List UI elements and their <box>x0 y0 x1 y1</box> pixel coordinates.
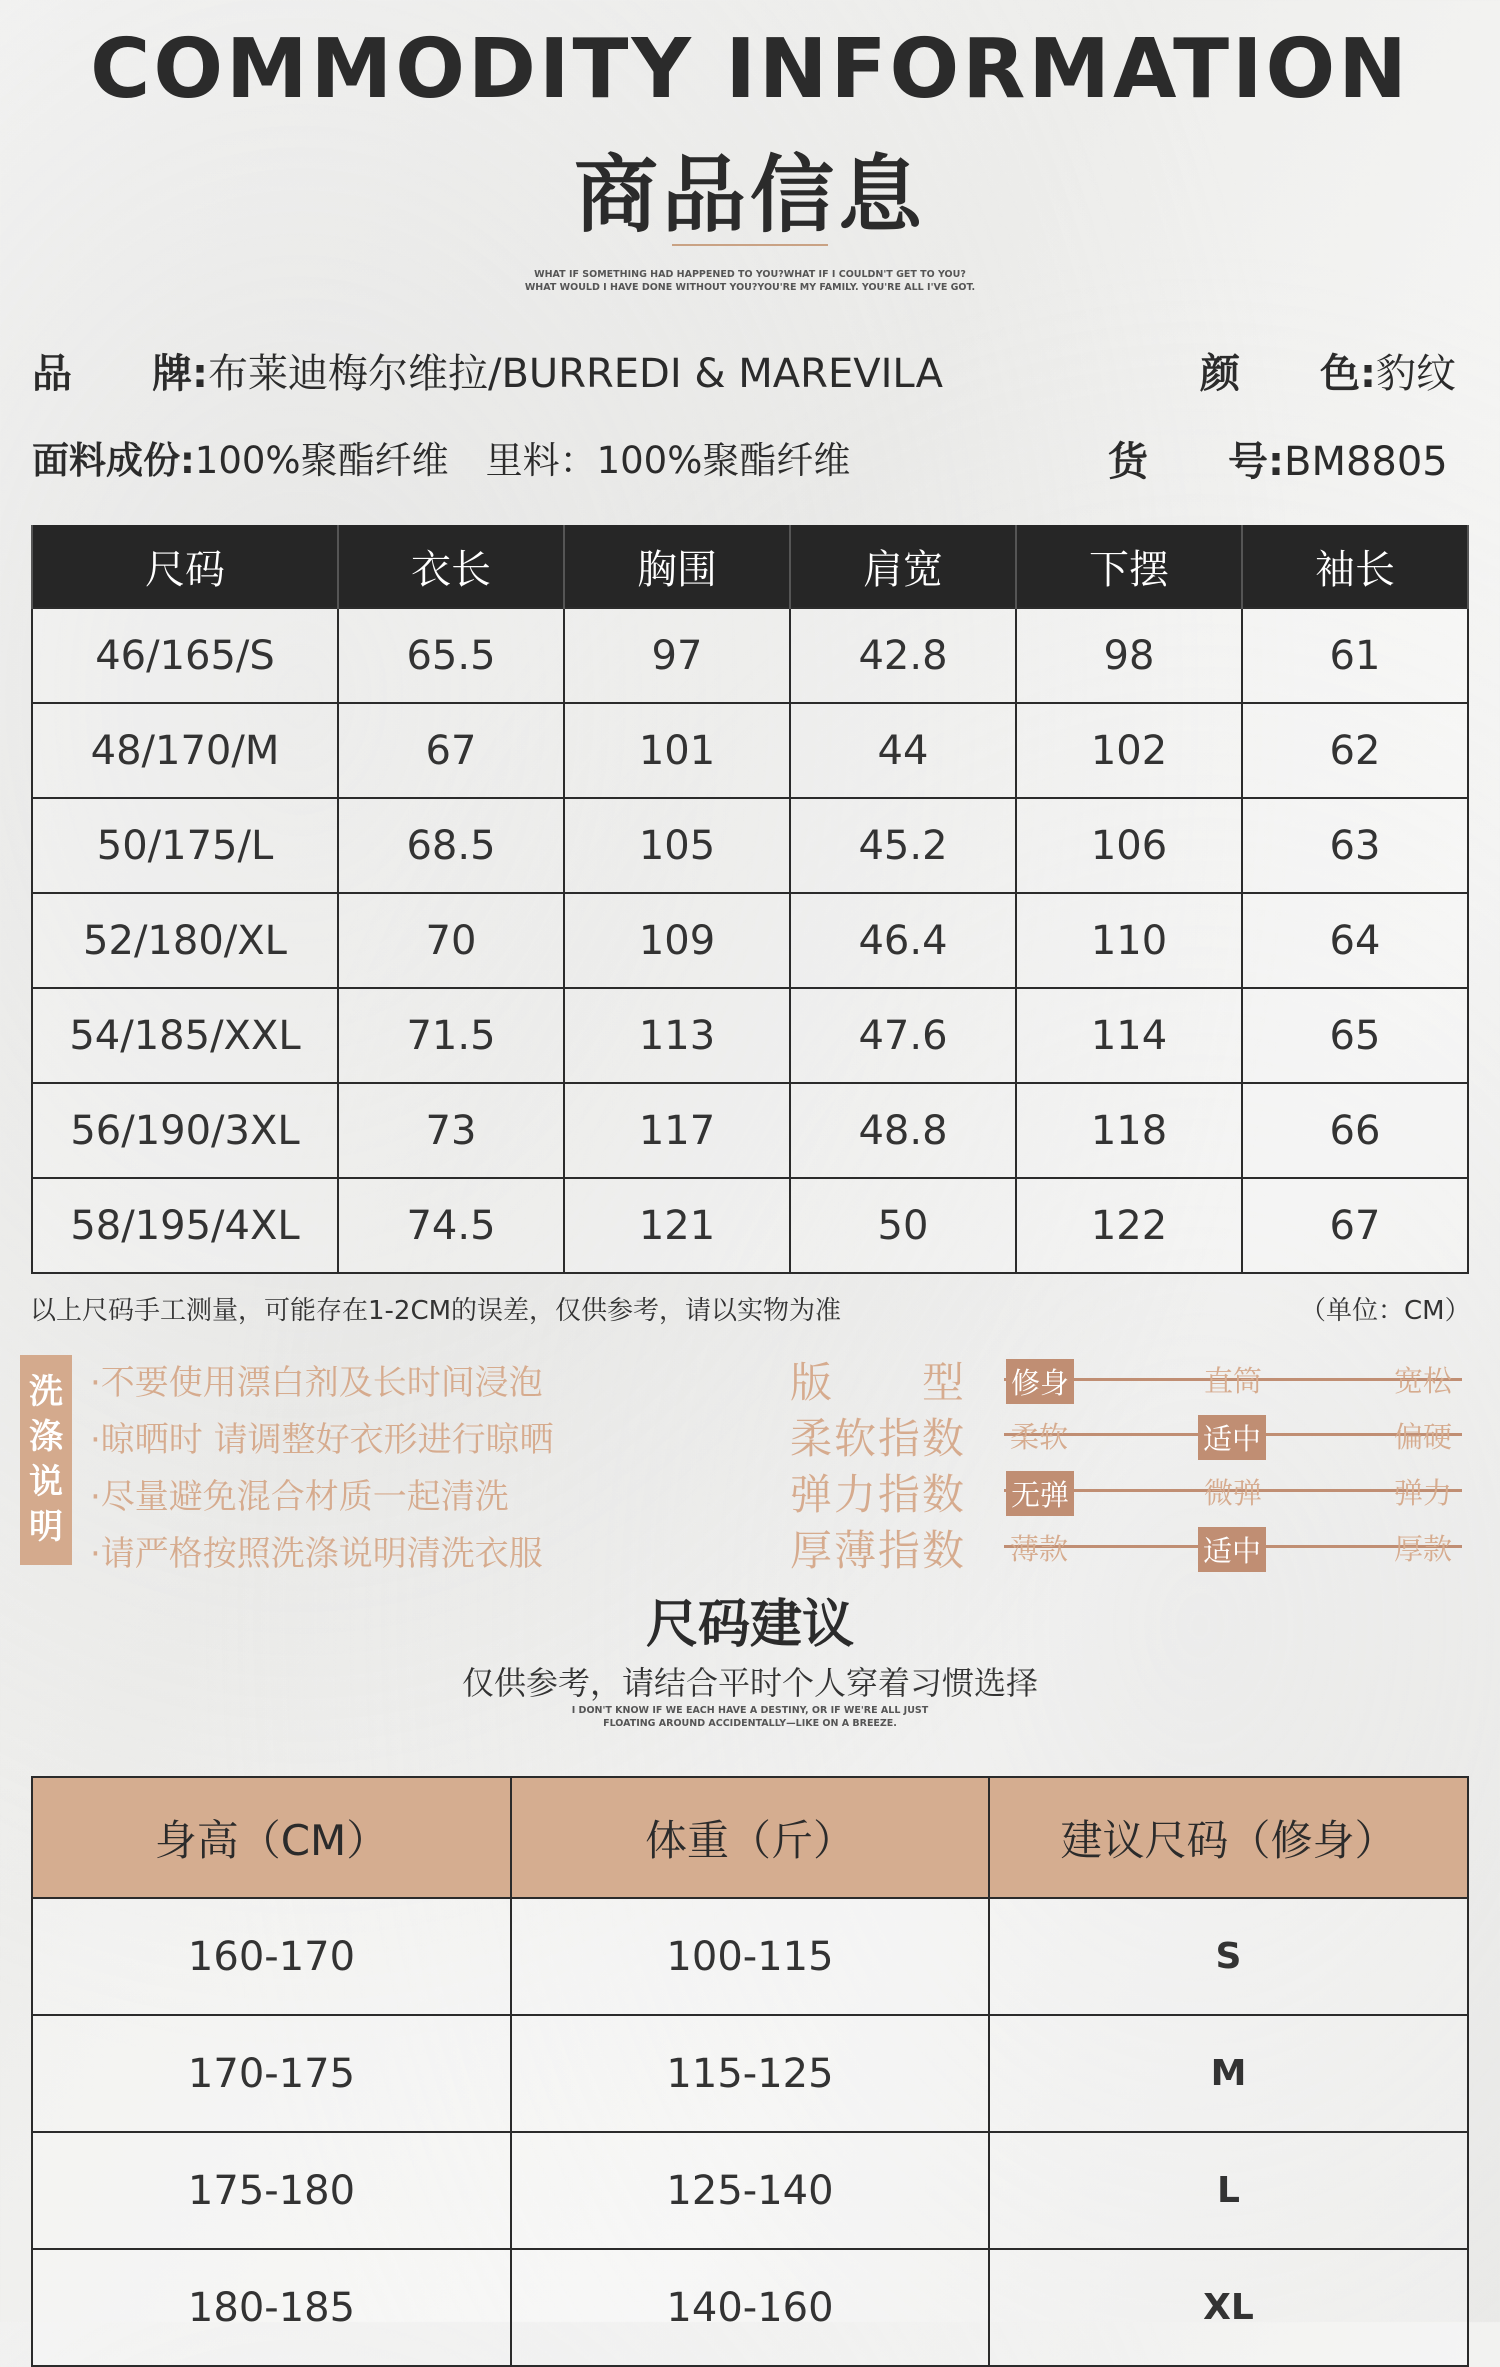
wash-tag-char: 明 <box>29 1507 63 1547</box>
table-cell: 109 <box>564 893 790 988</box>
table-cell: 140-160 <box>511 2249 989 2366</box>
table-cell: 47.6 <box>790 988 1016 1083</box>
table-cell: 160-170 <box>32 1898 511 2015</box>
size-table-header <box>32 525 1468 608</box>
table-cell: 74.5 <box>338 1178 564 1273</box>
brand-value: 布莱迪梅尔维拉/BURREDI & MAREVILA <box>208 351 943 397</box>
table-row <box>32 893 1468 988</box>
fit-index-label: 版 型 <box>790 1358 967 1407</box>
color-label: 颜 色: <box>1200 351 1376 397</box>
table-cell: 67 <box>338 703 564 798</box>
table-cell: 175-180 <box>32 2132 511 2249</box>
table-cell: M <box>989 2015 1468 2132</box>
col-header: 尺码 <box>32 525 338 608</box>
table-cell: 46.4 <box>790 893 1016 988</box>
table-cell: 65 <box>1242 988 1468 1083</box>
table-cell: 71.5 <box>338 988 564 1083</box>
table-cell: 105 <box>564 798 790 893</box>
color-info <box>1200 342 1456 399</box>
table-row <box>32 798 1468 893</box>
softness-option: 偏硬 <box>1394 1420 1453 1454</box>
table-cell: 117 <box>564 1083 790 1178</box>
fabric-label: 面料成份: <box>32 439 195 482</box>
table-cell: 66 <box>1242 1083 1468 1178</box>
softness-option: 柔软 <box>1010 1420 1069 1454</box>
sku-label: 货 号: <box>1108 439 1284 485</box>
table-row <box>32 2249 1468 2366</box>
table-cell: 125-140 <box>511 2132 989 2249</box>
table-cell: 118 <box>1016 1083 1242 1178</box>
unit-note: （单位：CM） <box>1300 1296 1471 1326</box>
fabric-value: 100%聚酯纤维 里料：100%聚酯纤维 <box>194 439 851 482</box>
tagline-line-1: WHAT IF SOMETHING HAD HAPPENED TO YOU?WHAT IF I COULDN'T GET TO YOU? <box>534 269 966 280</box>
table-cell: 115-125 <box>511 2015 989 2132</box>
table-cell: 101 <box>564 703 790 798</box>
table-cell: 110 <box>1016 893 1242 988</box>
table-row <box>32 988 1468 1083</box>
col-header: 胸围 <box>564 525 790 608</box>
elasticity-option: 微弹 <box>1204 1476 1263 1510</box>
col-header: 肩宽 <box>790 525 1016 608</box>
table-cell: 121 <box>564 1178 790 1273</box>
table-cell: 58/195/4XL <box>32 1178 338 1273</box>
size-advice-table <box>31 1776 1469 2367</box>
color-value: 豹纹 <box>1376 351 1456 397</box>
table-row <box>32 2015 1468 2132</box>
wash-tag-char: 说 <box>29 1462 63 1502</box>
sku-info <box>1108 430 1448 487</box>
thickness-option: 薄款 <box>1010 1532 1069 1566</box>
table-cell: 114 <box>1016 988 1242 1083</box>
table-cell: 102 <box>1016 703 1242 798</box>
table-cell: 70 <box>338 893 564 988</box>
tagline-line-2: WHAT WOULD I HAVE DONE WITHOUT YOU?YOU'RE MY FAMILY. YOU'RE ALL I'VE GOT. <box>524 282 976 293</box>
sku-value: BM8805 <box>1284 439 1448 485</box>
col-header: 袖长 <box>1242 525 1468 608</box>
elasticity-index-label: 弹力指数 <box>790 1470 967 1519</box>
table-cell: 52/180/XL <box>32 893 338 988</box>
advice-tagline-line-2: FLOATING AROUND ACCIDENTALLY—LIKE ON A BREEZE. <box>603 1718 897 1729</box>
table-cell: 98 <box>1016 608 1242 703</box>
table-row <box>32 1898 1468 2015</box>
table-cell: 46/165/S <box>32 608 338 703</box>
table-cell: 48/170/M <box>32 703 338 798</box>
table-row <box>32 1178 1468 1273</box>
brand-label: 品 牌: <box>32 351 208 397</box>
fit-option: 修身 <box>1006 1359 1074 1404</box>
thickness-option: 厚款 <box>1394 1532 1453 1566</box>
elasticity-option: 弹力 <box>1394 1476 1453 1510</box>
advice-tagline-line-1: I DON'T KNOW IF WE EACH HAVE A DESTINY, OR IF WE'RE ALL JUST <box>571 1705 929 1716</box>
table-cell: 45.2 <box>790 798 1016 893</box>
table-cell: 68.5 <box>338 798 564 893</box>
table-row <box>32 2132 1468 2249</box>
table-cell: 106 <box>1016 798 1242 893</box>
table-cell: XL <box>989 2249 1468 2366</box>
fabric-info <box>32 430 850 484</box>
table-row <box>32 703 1468 798</box>
col-header: 衣长 <box>338 525 564 608</box>
thickness-option: 适中 <box>1198 1527 1266 1572</box>
title-tagline <box>0 268 1500 294</box>
table-cell: 42.8 <box>790 608 1016 703</box>
table-cell: 62 <box>1242 703 1468 798</box>
table-cell: 67 <box>1242 1178 1468 1273</box>
table-cell: 122 <box>1016 1178 1242 1273</box>
table-row <box>32 608 1468 703</box>
wash-instruction: ·不要使用漂白剂及长时间浸泡 <box>90 1363 543 1403</box>
wash-instruction: ·请严格按照洗涤说明清洗衣服 <box>90 1534 543 1574</box>
size-table <box>31 525 1469 1274</box>
title-chinese: 商品信息 <box>573 146 926 244</box>
table-cell: 50/175/L <box>32 798 338 893</box>
softness-index-label: 柔软指数 <box>790 1414 967 1463</box>
table-cell: 97 <box>564 608 790 703</box>
title-english: COMMODITY INFORMATION <box>90 22 1410 117</box>
col-header: 身高（CM） <box>32 1777 511 1898</box>
table-cell: 44 <box>790 703 1016 798</box>
table-cell: 113 <box>564 988 790 1083</box>
wash-instruction: ·晾晒时 请调整好衣形进行晾晒 <box>90 1420 554 1460</box>
thickness-index-label: 厚薄指数 <box>790 1526 967 1575</box>
wash-instructions-tag <box>20 1355 72 1565</box>
table-cell: 180-185 <box>32 2249 511 2366</box>
col-header: 下摆 <box>1016 525 1242 608</box>
wash-tag-char: 涤 <box>29 1417 63 1457</box>
table-cell: 56/190/3XL <box>32 1083 338 1178</box>
col-header: 建议尺码（修身） <box>989 1777 1468 1898</box>
wash-instruction: ·尽量避免混合材质一起清洗 <box>90 1477 509 1517</box>
table-cell: 73 <box>338 1083 564 1178</box>
table-cell: 100-115 <box>511 1898 989 2015</box>
table-cell: 61 <box>1242 608 1468 703</box>
table-cell: 64 <box>1242 893 1468 988</box>
table-cell: 63 <box>1242 798 1468 893</box>
col-header: 体重（斤） <box>511 1777 989 1898</box>
measurement-note: 以上尺码手工测量，可能存在1-2CM的误差，仅供参考，请以实物为准 <box>30 1296 842 1326</box>
size-advice-tagline <box>0 1704 1500 1730</box>
table-cell: 48.8 <box>790 1083 1016 1178</box>
table-cell: 54/185/XXL <box>32 988 338 1083</box>
advice-table-header <box>32 1777 1468 1898</box>
table-cell: L <box>989 2132 1468 2249</box>
size-advice-subtitle: 仅供参考，请结合平时个人穿着习惯选择 <box>461 1664 1038 1702</box>
table-cell: 170-175 <box>32 2015 511 2132</box>
table-row <box>32 1083 1468 1178</box>
brand-info <box>32 342 943 399</box>
elasticity-option: 无弹 <box>1006 1471 1074 1516</box>
fit-option: 宽松 <box>1394 1364 1453 1398</box>
size-advice-title: 尺码建议 <box>645 1595 854 1655</box>
softness-option: 适中 <box>1198 1415 1266 1460</box>
title-divider <box>672 244 828 246</box>
table-cell: 50 <box>790 1178 1016 1273</box>
wash-tag-char: 洗 <box>29 1372 63 1412</box>
table-cell: 65.5 <box>338 608 564 703</box>
fit-option: 直筒 <box>1204 1364 1263 1398</box>
table-cell: S <box>989 1898 1468 2015</box>
